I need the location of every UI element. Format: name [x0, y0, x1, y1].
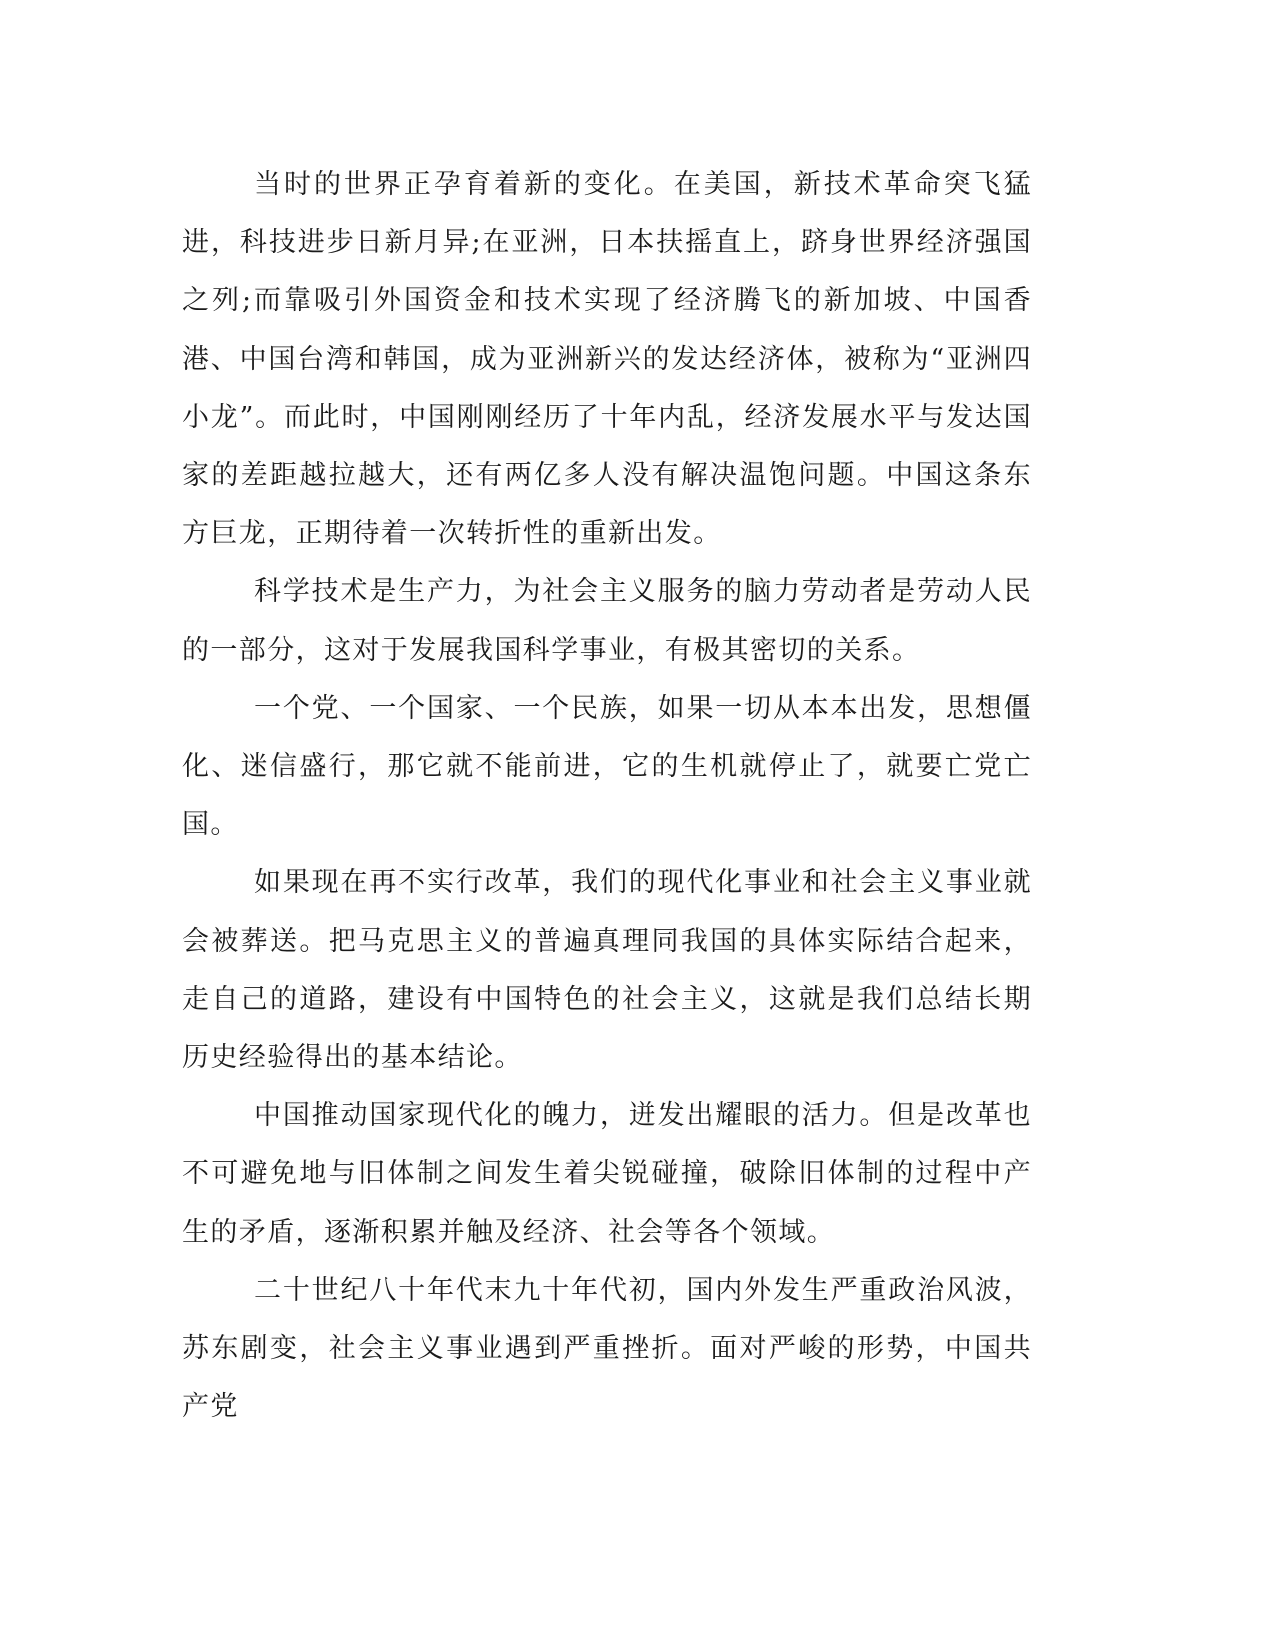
- paragraph-3: 一个党、一个国家、一个民族，如果一切从本本出发，思想僵化、迷信盛行，那它就不能前进，它的生机就停止了，就要亡党亡国。: [182, 692, 1032, 841]
- body-text: [182, 156, 1032, 1436]
- paragraph-6: 二十世纪八十年代末九十年代初，国内外发生严重政治风波，苏东剧变，社会主义事业遇到严重挫折。面对严峻的形势，中国共产党: [182, 1274, 1032, 1423]
- paragraph-2: 科学技术是生产力，为社会主义服务的脑力劳动者是劳动人民的一部分，这对于发展我国科学事业，有极其密切的关系。: [182, 576, 1032, 666]
- paragraph-5: 中国推动国家现代化的魄力，迸发出耀眼的活力。但是改革也不可避免地与旧体制之间发生着尖锐碰撞，破除旧体制的过程中产生的矛盾，逐渐积累并触及经济、社会等各个领域。: [182, 1100, 1032, 1248]
- paragraph-1: 当时的世界正孕育着新的变化。在美国，新技术革命突飞猛进，科技进步日新月异;在亚洲，日本扶摇直上，跻身世界经济强国之列;而靠吸引外国资金和技术实现了经济腾飞的新加坡、中国香港、中国台湾和韩国，成为亚洲新兴的发达经济体，被称为“亚洲四小龙”。而此时，中国刚刚经历了十年内乱，经济发展水平与发达国家的差距越拉越大，还有两亿多人没有解决温饱问题。中国这条东方巨龙，正期待着一次转折性的重新出发。: [182, 169, 1032, 550]
- paragraph-4: 如果现在再不实行改革，我们的现代化事业和社会主义事业就会被葬送。把马克思主义的普遍真理同我国的具体实际结合起来，走自己的道路，建设有中国特色的社会主义，这就是我们总结长期历史经验得出的基本结论。: [182, 867, 1032, 1074]
